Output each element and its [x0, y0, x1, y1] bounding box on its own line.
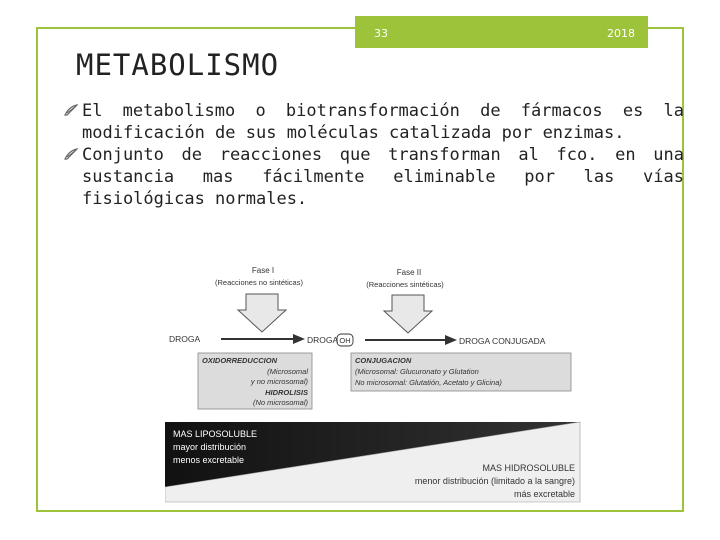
phase1-arrow-head	[293, 334, 305, 344]
bullet-list	[64, 100, 684, 210]
oxidorreduccion-label: OXIDORREDUCCION	[202, 356, 278, 365]
header-bar	[355, 16, 648, 48]
oh-label: OH	[339, 336, 351, 345]
menos-excretable-label: menos excretable	[173, 455, 245, 465]
phase1-down-arrow	[238, 294, 286, 332]
slide-year: 2018	[607, 27, 635, 40]
conjugacion-label: CONJUGACION	[355, 356, 412, 365]
hidrolisis-label: HIDROLISIS	[265, 388, 308, 397]
bullet-text: Conjunto de reacciones que transforman al fco. en una sustancia mas fácilmente eliminable por las vías fisiológicas normales.	[82, 145, 684, 209]
droga-label: DROGA	[169, 334, 201, 344]
microsomal-label: (Microsomal	[267, 367, 308, 376]
feather-bullet-icon	[64, 147, 78, 161]
mas-liposoluble-label: MAS LIPOSOLUBLE	[173, 429, 258, 439]
menor-distribucion-label: menor distribución (limitado a la sangre)	[414, 476, 575, 486]
slide-title: METABOLISMO	[76, 48, 280, 82]
hidrolisis-sub-label: (No microsomal)	[252, 398, 308, 407]
conjugacion-line2: No microsomal: Glutatión, Acetato y Glicina)	[355, 378, 502, 387]
mas-excretable-label: más excretable	[513, 489, 575, 499]
phase2-subtitle: (Reacciones sintéticas)	[366, 280, 444, 289]
droga-conjugada-label: DROGA CONJUGADA	[459, 336, 546, 346]
phase2-title: Fase II	[396, 268, 422, 277]
mayor-distribucion-label: mayor distribución	[173, 442, 247, 452]
bullet-item	[64, 100, 684, 144]
droga-oh-label: DROGA	[307, 335, 339, 345]
slide-number: 33	[374, 27, 388, 40]
mas-hidrosoluble-label: MAS HIDROSOLUBLE	[482, 463, 575, 473]
no-microsomal-label: y no microsomal)	[250, 377, 308, 386]
phase2-down-arrow	[384, 295, 432, 333]
bullet-item	[64, 144, 684, 210]
conjugacion-line1: (Microsomal: Glucuronato y Glutation	[355, 367, 479, 376]
phase2-arrow-head	[445, 335, 457, 345]
phase1-subtitle: (Reacciones no sintéticas)	[215, 278, 303, 287]
feather-bullet-icon	[64, 103, 78, 117]
metabolism-figure	[165, 262, 585, 507]
bullet-text: El metabolismo o biotransformación de fármacos es la modificación de sus moléculas catalizada por enzimas.	[82, 101, 684, 143]
phase1-title: Fase I	[251, 266, 275, 275]
